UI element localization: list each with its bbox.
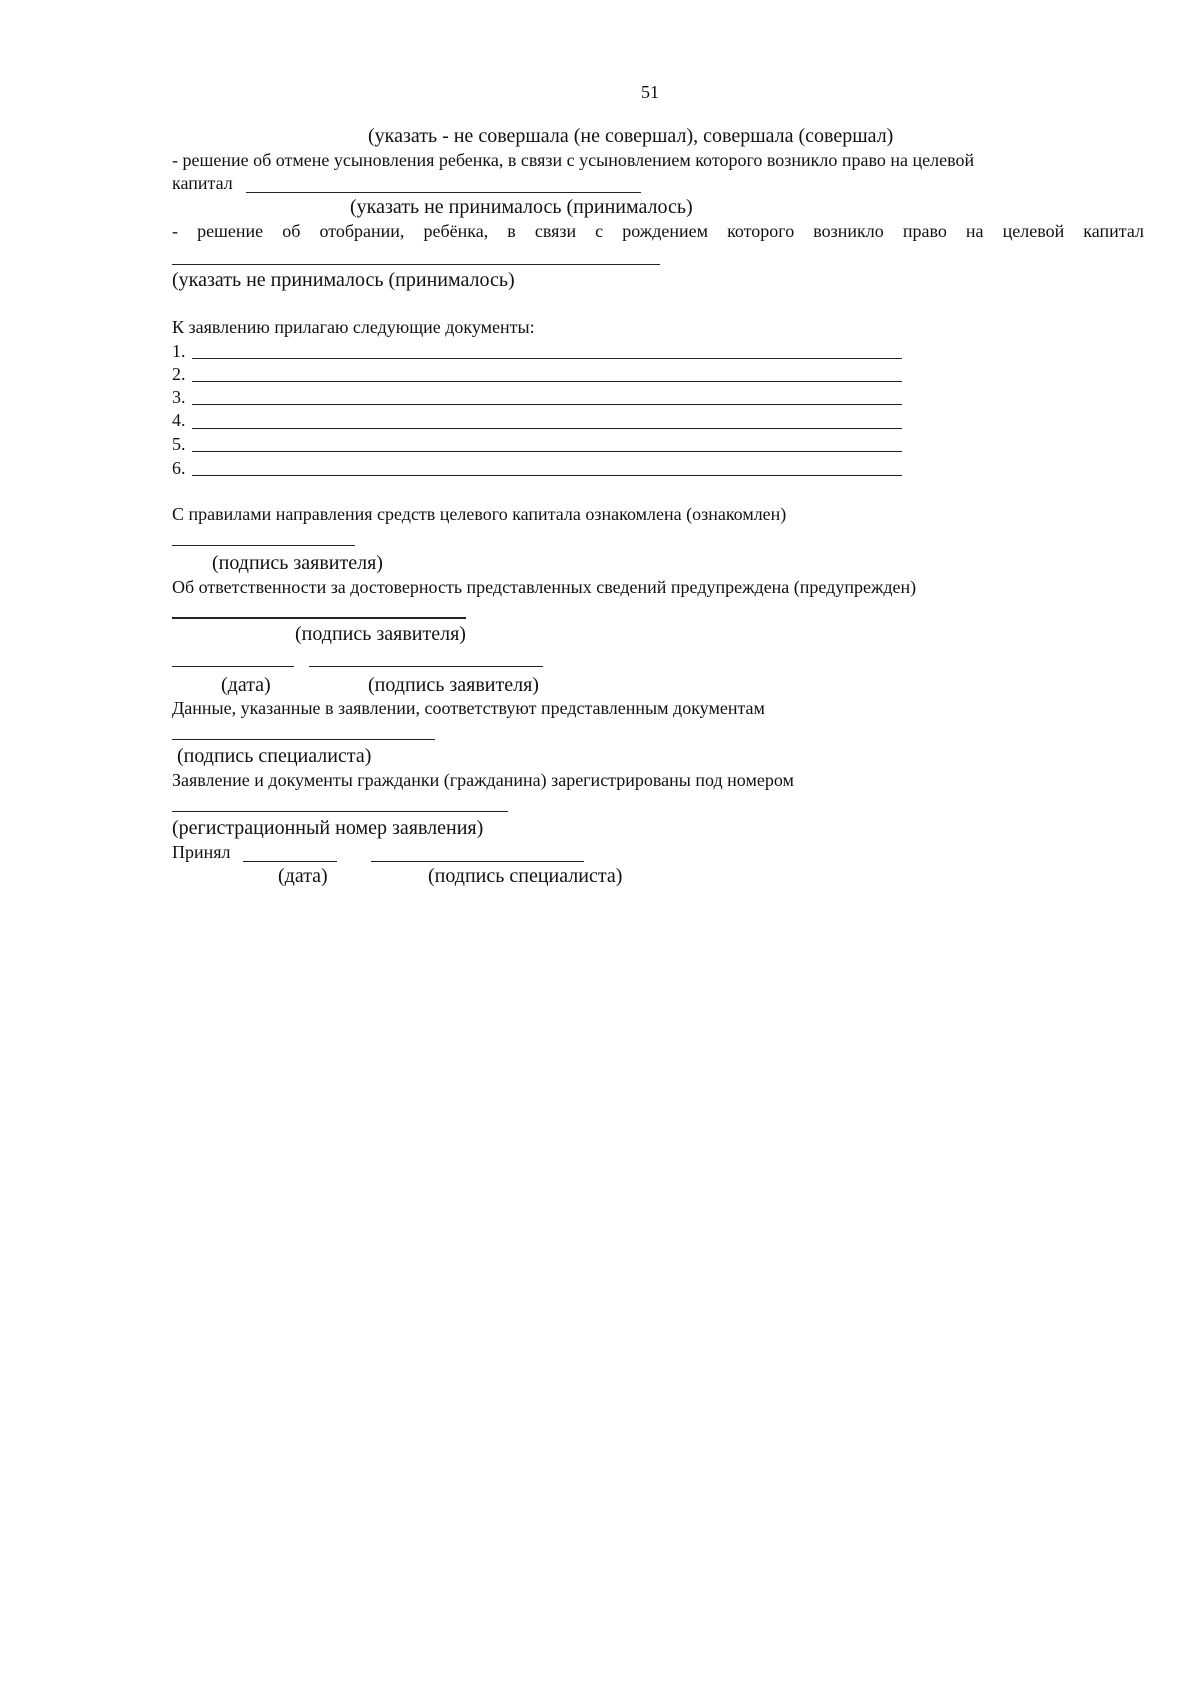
document-item-1-line[interactable]	[192, 358, 902, 359]
registration-text: Заявление и документы гражданки (гражданина) зарегистрированы под номером	[172, 770, 794, 790]
note-committed: (указать - не совершала (не совершал), совершала (совершал)	[368, 125, 894, 147]
document-item-2-line[interactable]	[192, 381, 902, 382]
document-item-2-label: 2.	[172, 364, 186, 384]
document-item-4-line[interactable]	[192, 428, 902, 429]
specialist-check-signature-caption: (подпись специалиста)	[177, 745, 372, 767]
registration-number-caption: (регистрационный номер заявления)	[172, 817, 484, 839]
accepted-date-line[interactable]	[243, 861, 337, 862]
page-number: 51	[641, 82, 659, 102]
note-adoption: (указать не принималось (принималось)	[350, 196, 693, 218]
document-item-3-line[interactable]	[192, 404, 902, 405]
documents-heading: К заявлению прилагаю следующие документы:	[172, 317, 535, 337]
accepted-label: Принял	[172, 842, 231, 862]
rules-text: С правилами направления средств целевого капитала ознакомлена (ознакомлен)	[172, 504, 787, 524]
registration-number-line[interactable]	[172, 811, 508, 812]
liability-text: Об ответственности за достоверность представленных сведений предупреждена (предупрежден)	[172, 577, 917, 597]
rules-signature-line[interactable]	[172, 545, 355, 546]
applicant-signature-line[interactable]	[309, 666, 543, 667]
specialist-check-text: Данные, указанные в заявлении, соответствуют представленным документам	[172, 698, 765, 718]
rules-signature-caption: (подпись заявителя)	[212, 552, 383, 574]
document-item-6-line[interactable]	[192, 475, 902, 476]
adoption-line-1: - решение об отмене усыновления ребенка, в связи с усыновлением которого возникло право на целевой	[172, 150, 975, 170]
document-item-4-label: 4.	[172, 410, 186, 430]
removal-fill-line[interactable]	[172, 264, 660, 265]
removal-line-1: - решение об отобрании, ребёнка, в связи с рождением которого возникло право на целевой капитал	[172, 221, 1144, 241]
applicant-signature-caption: (подпись заявителя)	[368, 674, 539, 696]
document-item-1-label: 1.	[172, 341, 186, 361]
adoption-line-2: капитал	[172, 173, 233, 193]
document-item-5-line[interactable]	[192, 451, 902, 452]
document-item-6-label: 6.	[172, 458, 186, 478]
date-caption: (дата)	[221, 674, 271, 696]
liability-signature-line[interactable]	[172, 617, 466, 619]
document-item-5-label: 5.	[172, 434, 186, 454]
accepted-signature-line[interactable]	[371, 861, 584, 862]
specialist-check-signature-line[interactable]	[172, 739, 435, 740]
date-line[interactable]	[172, 666, 294, 667]
liability-signature-caption: (подпись заявителя)	[295, 623, 466, 645]
accepted-signature-caption: (подпись специалиста)	[428, 865, 623, 887]
note-removal: (указать не принималось (принималось)	[172, 269, 515, 291]
document-item-3-label: 3.	[172, 387, 186, 407]
accepted-date-caption: (дата)	[278, 865, 328, 887]
adoption-fill-line[interactable]	[246, 192, 641, 193]
